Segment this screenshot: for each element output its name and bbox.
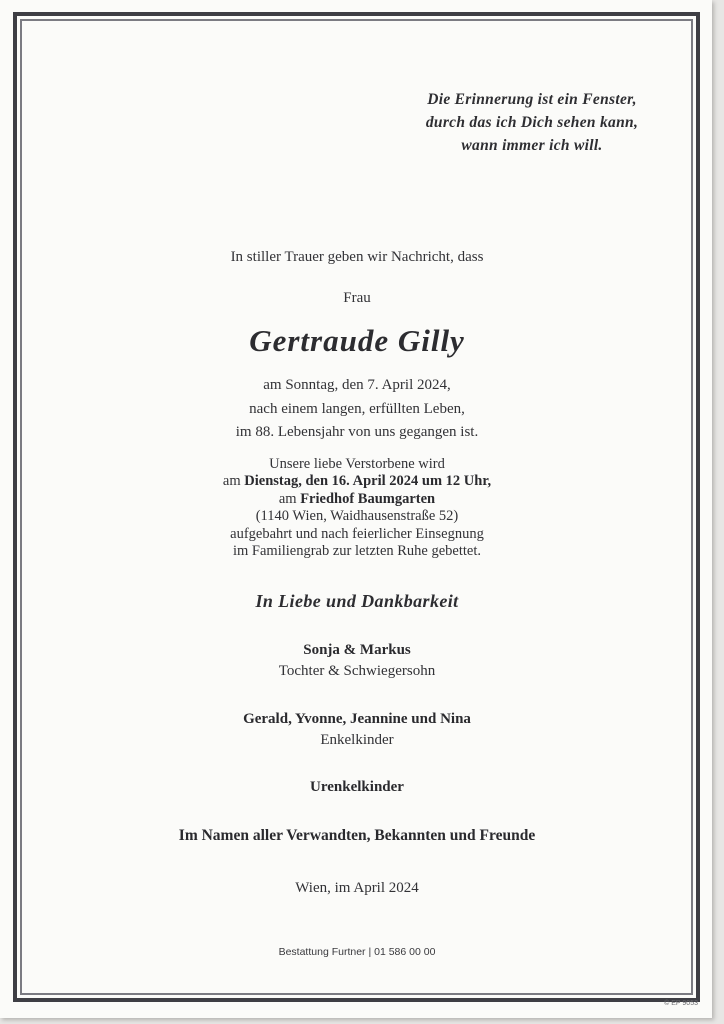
death-details	[0, 374, 714, 445]
print-code: © EP 9053	[664, 1000, 698, 1007]
mourner-entry	[0, 640, 714, 681]
funeral-location: Friedhof Baumgarten	[300, 490, 436, 507]
death-line: nach einem langen, erfüllten Leben,	[249, 400, 465, 417]
funeral-details	[0, 456, 714, 560]
mourner-names: Urenkelkinder	[310, 779, 404, 795]
mourner-relation: Enkelkinder	[320, 731, 394, 748]
funeral-line	[0, 473, 714, 490]
funeral-date-time: Dienstag, den 16. April 2024 um 12 Uhr,	[244, 473, 492, 490]
funeral-home-contact: Bestattung Furtner | 01 586 00 00	[278, 946, 436, 958]
mourner-entry	[0, 777, 714, 798]
funeral-line: aufgebahrt und nach feierlicher Einsegnung	[230, 525, 484, 542]
quote-line: durch das ich Dich sehen kann,	[425, 114, 639, 131]
funeral-line: im Familiengrab zur letzten Ruhe gebettet.	[232, 543, 482, 560]
salutation: Frau	[343, 290, 371, 306]
mourner-names: Gerald, Yvonne, Jeannine und Nina	[243, 711, 471, 727]
quote-line: wann immer ich will.	[461, 137, 603, 154]
funeral-line-prefix: am	[222, 473, 245, 490]
funeral-line: Unsere liebe Verstorbene wird	[269, 456, 445, 472]
closing-phrase: In Liebe und Dankbarkeit	[255, 591, 459, 611]
funeral-line-prefix: am	[278, 490, 301, 507]
funeral-line	[0, 491, 714, 508]
on-behalf-line: Im Namen aller Verwandten, Bekannten und Freunde	[178, 827, 536, 844]
deceased-name: Gertraude Gilly	[249, 323, 465, 358]
funeral-line: (1140 Wien, Waidhausenstraße 52)	[255, 508, 459, 525]
mourner-names: Sonja & Markus	[303, 642, 411, 658]
memorial-quote	[402, 88, 662, 157]
quote-line: Die Erinnerung ist ein Fenster,	[427, 91, 637, 108]
death-line: im 88. Lebensjahr von uns gegangen ist.	[235, 424, 479, 440]
mourner-entry	[0, 709, 714, 750]
mourner-relation: Tochter & Schwiegersohn	[278, 662, 436, 679]
death-line: am Sonntag, den 7. April 2024,	[263, 377, 451, 393]
place-and-date: Wien, im April 2024	[295, 880, 419, 896]
announcement-intro: In stiller Trauer geben wir Nachricht, dass	[230, 249, 484, 265]
